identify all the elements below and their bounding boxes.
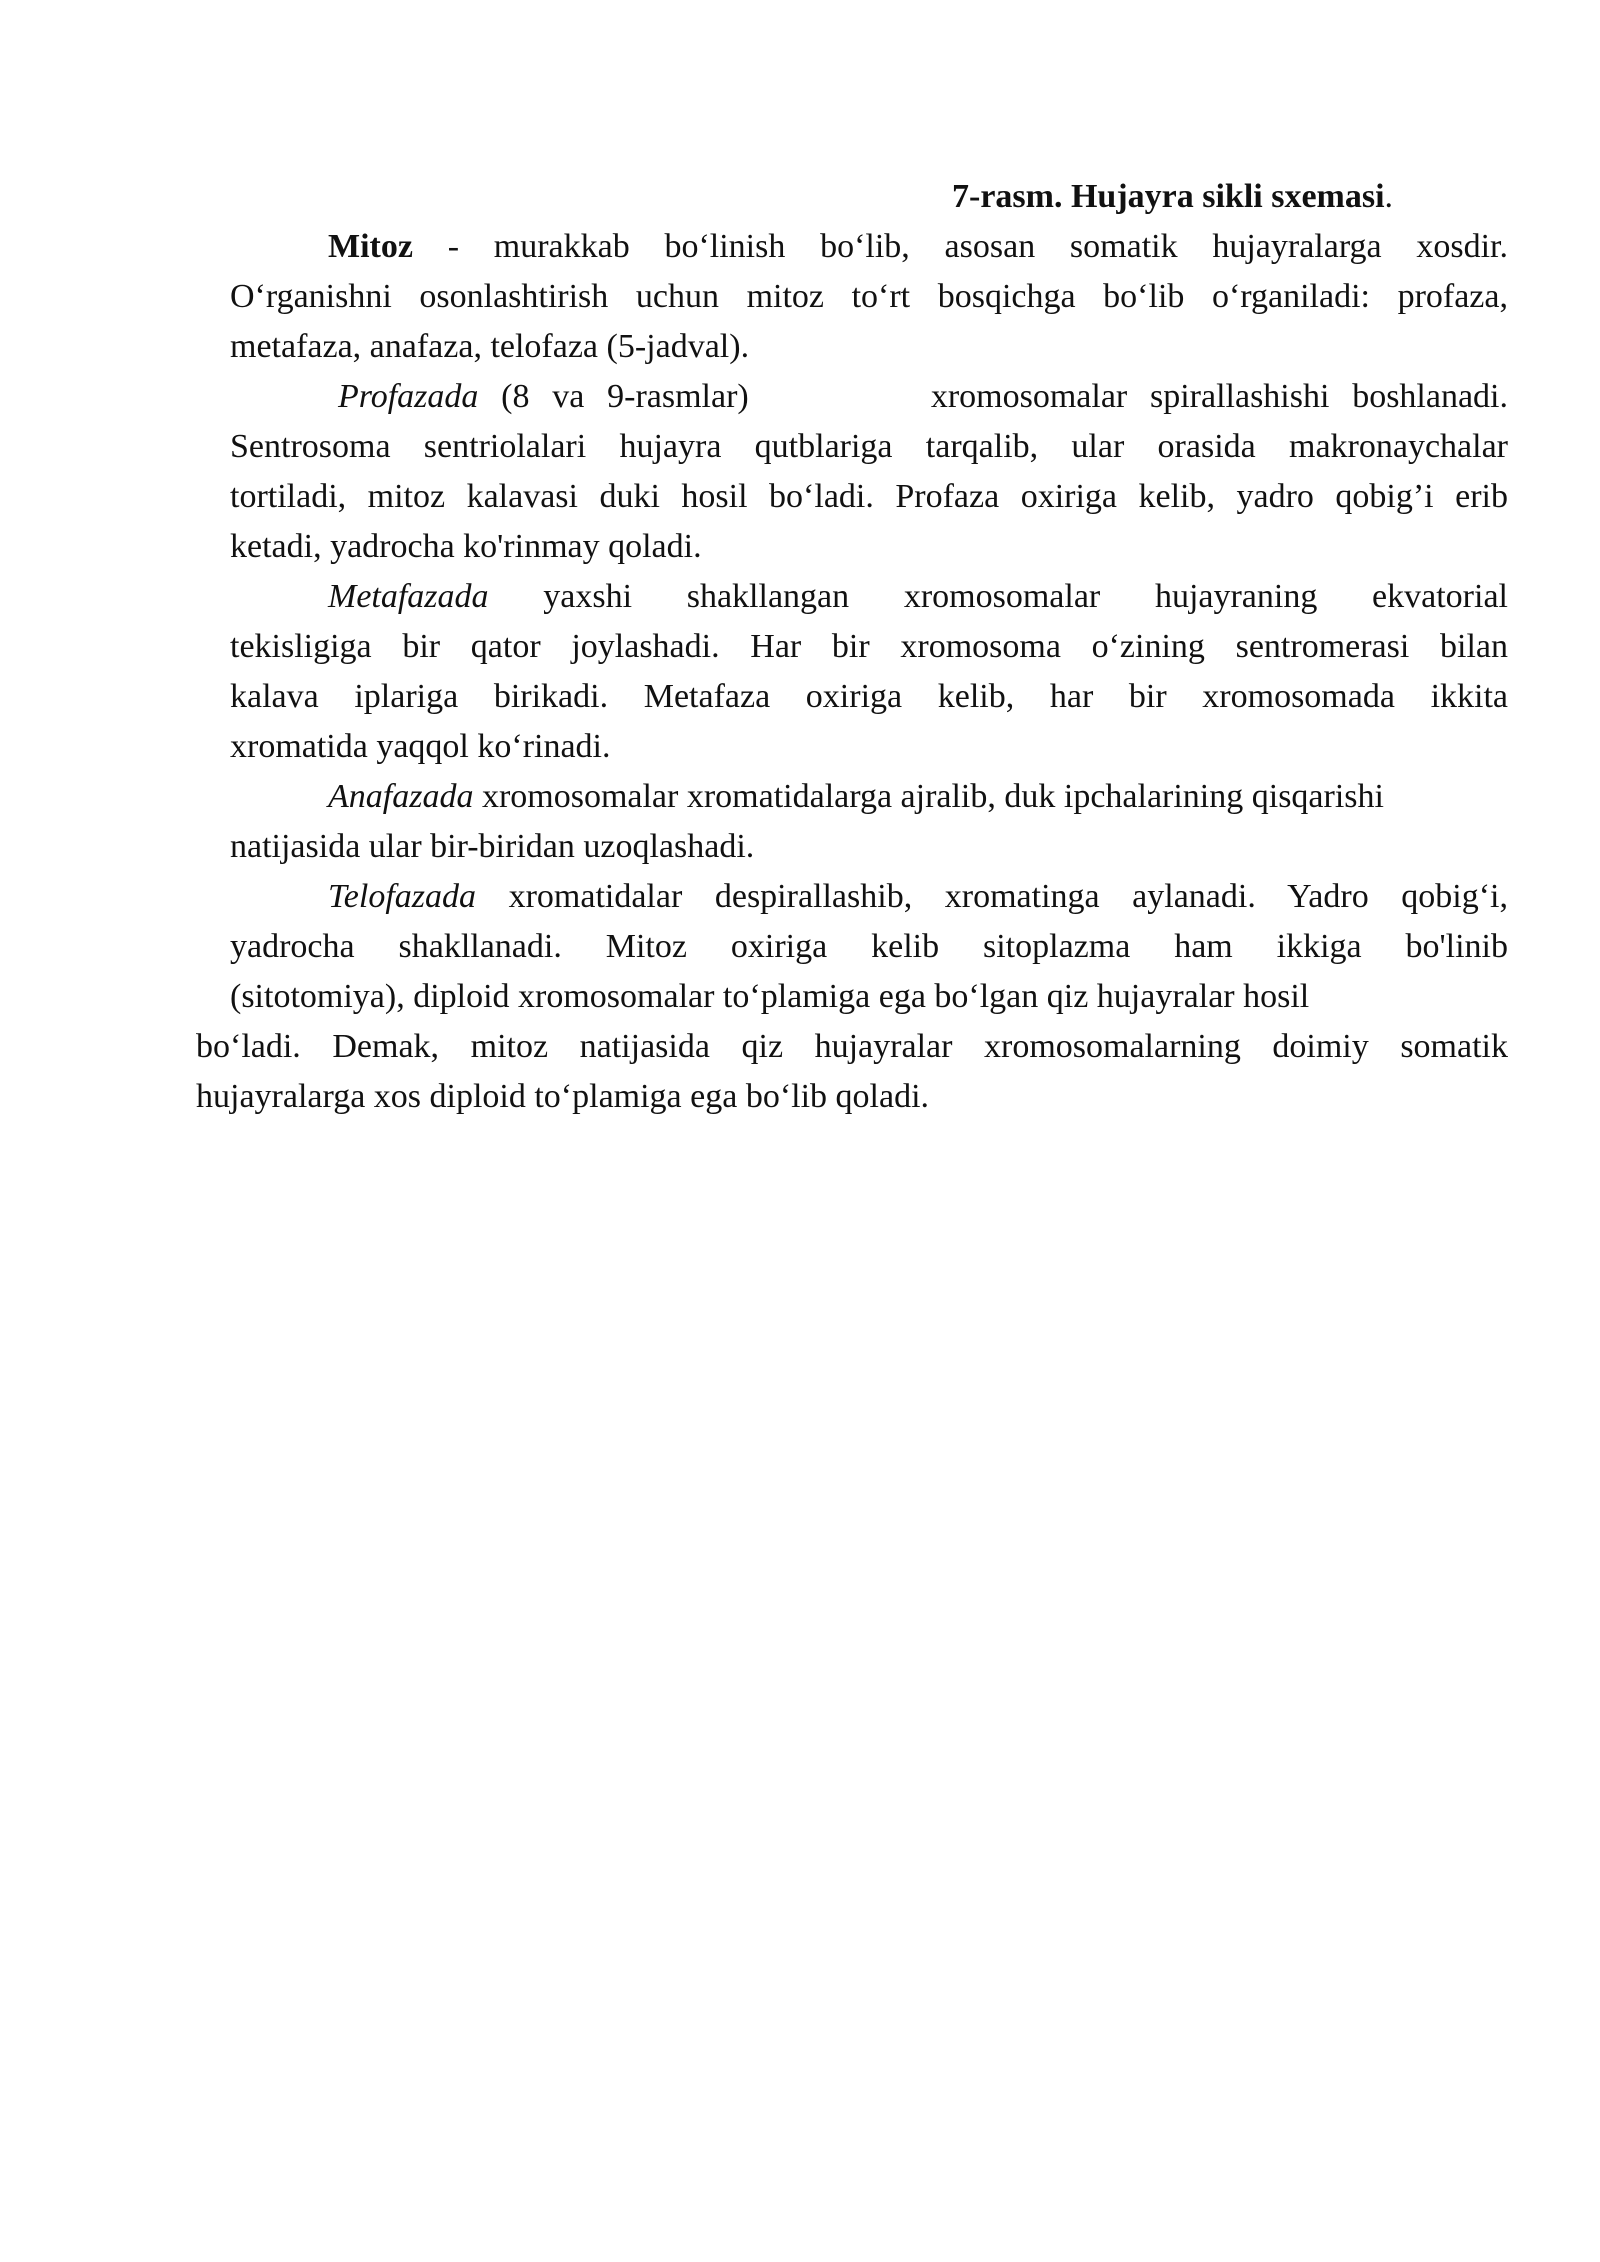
figure-caption xyxy=(196,172,1508,222)
paragraph-telofazada xyxy=(196,872,1508,1122)
term-mitoz: Mitoz xyxy=(328,228,413,265)
paragraph-line xyxy=(196,472,1508,522)
figure-caption-dot: . xyxy=(1384,178,1394,215)
paragraph-line xyxy=(196,572,1508,622)
figure-caption-text: 7-rasm. Hujayra sikli sxemasi xyxy=(952,178,1385,215)
line-text: natijasida ular bir-biridan uzoqlashadi. xyxy=(230,828,755,865)
term-anafazada: Anafazada xyxy=(328,778,474,815)
paragraph-line xyxy=(196,672,1508,722)
paragraph-line xyxy=(196,322,1508,372)
line-text: Sentrosoma sentriolalari hujayra qutblariga tarqalib, ular orasida makronaychalar xyxy=(230,428,1508,465)
term-profazada: Profazada xyxy=(338,378,479,415)
paragraph-line xyxy=(196,722,1508,772)
paragraph-metafazada xyxy=(196,572,1508,772)
paragraph-anafazada xyxy=(196,772,1508,872)
paragraph-mitoz xyxy=(196,222,1508,372)
line-text: tortiladi, mitoz kalavasi duki hosil bo‘ladi. Profaza oxiriga kelib, yadro qobig’i erib xyxy=(230,478,1508,515)
paragraph-line xyxy=(196,1022,1508,1072)
term-telofazada: Telofazada xyxy=(328,878,477,915)
line-text: metafaza, anafaza, telofaza (5-jadval). xyxy=(230,328,750,365)
line-text: xromosomalar xromatidalarga ajralib, duk ipchalarining qisqarishi xyxy=(473,778,1384,815)
line-text: xromatida yaqqol ko‘rinadi. xyxy=(230,728,611,765)
line-text: (8 va 9-rasmlar) xromosomalar spirallashishi boshlanadi. xyxy=(478,378,1508,415)
paragraph-line xyxy=(196,522,1508,572)
line-text: tekisligiga bir qator joylashadi. Har bir xromosoma o‘zining sentromerasi bilan xyxy=(230,628,1508,665)
paragraph-line xyxy=(196,772,1508,822)
paragraph-line xyxy=(196,972,1508,1022)
paragraph-profazada xyxy=(196,372,1508,572)
line-text: (sitotomiya), diploid xromosomalar to‘plamiga ega bo‘lgan qiz hujayralar hosil xyxy=(230,978,1310,1015)
line-text: hujayralarga xos diploid to‘plamiga ega bo‘lib qoladi. xyxy=(196,1078,930,1115)
line-text: bo‘ladi. Demak, mitoz natijasida qiz hujayralar xromosomalarning doimiy somatik xyxy=(196,1028,1508,1065)
paragraph-line xyxy=(196,272,1508,322)
paragraph-line xyxy=(196,872,1508,922)
line-text: yadrocha shakllanadi. Mitoz oxiriga kelib sitoplazma ham ikkiga bo'linib xyxy=(230,928,1508,965)
paragraph-line xyxy=(196,372,1508,422)
paragraph-line xyxy=(196,422,1508,472)
paragraph-line xyxy=(196,622,1508,672)
paragraph-line xyxy=(196,1072,1508,1122)
line-text: - murakkab bo‘linish bo‘lib, asosan somatik hujayralarga xosdir. xyxy=(412,228,1508,265)
paragraph-line xyxy=(196,922,1508,972)
document-body xyxy=(196,172,1508,1122)
line-text: xromatidalar despirallashib, xromatinga aylanadi. Yadro qobig‘i, xyxy=(476,878,1508,915)
line-text: O‘rganishni osonlashtirish uchun mitoz to‘rt bosqichga bo‘lib o‘rganiladi: profaza, xyxy=(230,278,1508,315)
line-text: yaxshi shakllangan xromosomalar hujayraning ekvatorial xyxy=(488,578,1508,615)
paragraph-line xyxy=(196,822,1508,872)
paragraph-line xyxy=(196,222,1508,272)
line-text: ketadi, yadrocha ko'rinmay qoladi. xyxy=(230,528,702,565)
term-metafazada: Metafazada xyxy=(328,578,489,615)
line-text: kalava iplariga birikadi. Metafaza oxiriga kelib, har bir xromosomada ikkita xyxy=(230,678,1508,715)
